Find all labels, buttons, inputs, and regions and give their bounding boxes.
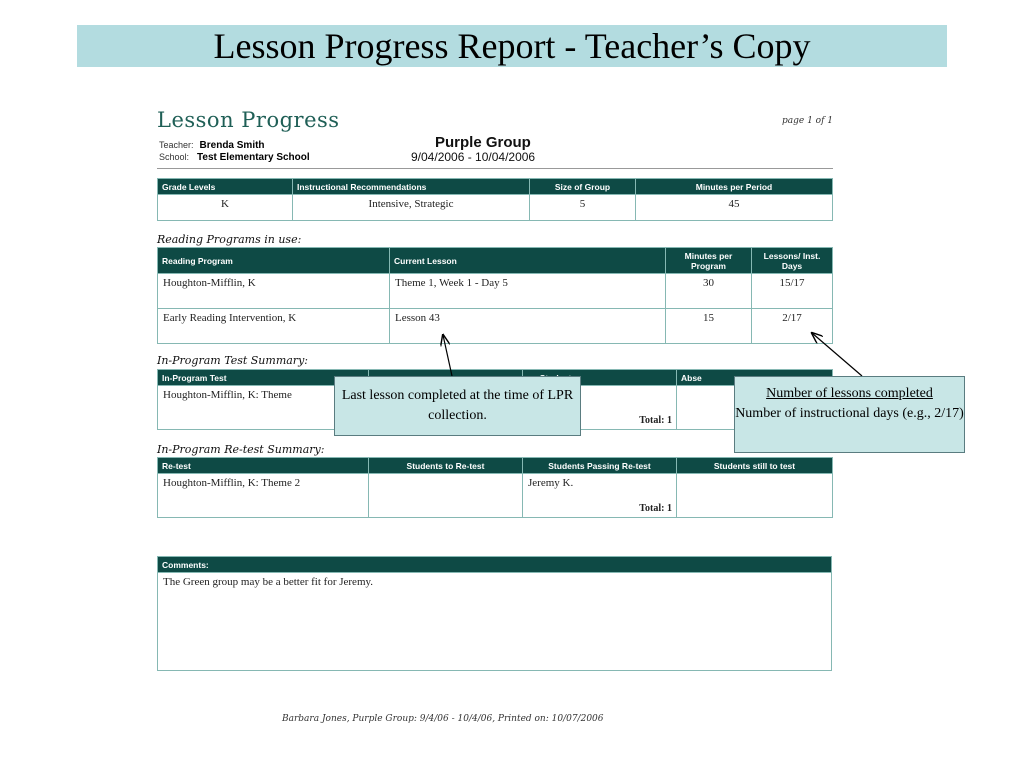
col-minutes-program: Minutes per Program: [666, 248, 752, 274]
cell-program: Early Reading Intervention, K: [158, 309, 390, 344]
page-number: page 1 of 1: [782, 116, 833, 126]
col-grade-levels: Grade Levels: [158, 179, 293, 195]
cell-lesson: Theme 1, Week 1 - Day 5: [390, 274, 666, 309]
school-name: Test Elementary School: [197, 152, 310, 163]
cell-lesson: Lesson 43: [390, 309, 666, 344]
cell-passing-retest: Jeremy K.: [528, 477, 574, 489]
col-absent: Abse: [677, 370, 833, 386]
report-footer: Barbara Jones, Purple Group: 9/4/06 - 10/4/06, Printed on: 10/07/2006: [282, 714, 604, 724]
cell-minutes: 15: [666, 309, 752, 344]
retest-summary-label: In-Program Re-test Summary:: [157, 443, 325, 456]
report-title: Lesson Progress: [157, 108, 340, 132]
cell-lessons: 2/17: [752, 309, 833, 344]
callout-last-lesson: Last lesson completed at the time of LPR collection.: [334, 376, 581, 436]
arrow-right: [812, 333, 862, 376]
col-retest: Re-test: [158, 458, 369, 474]
teacher-name: Brenda Smith: [199, 140, 265, 151]
reading-programs-label: Reading Programs in use:: [157, 233, 302, 246]
group-dates: 9/04/2006 - 10/04/2006: [411, 150, 536, 164]
cell-minutes: 30: [666, 274, 752, 309]
cell-lessons: 15/17: [752, 274, 833, 309]
cell-test-program: Houghton-Mifflin, K: Theme: [158, 386, 369, 430]
test-summary-label: In-Program Test Summary:: [157, 354, 308, 367]
teacher-label: Teacher:: [159, 140, 194, 150]
col-in-program-test: In-Program Test: [158, 370, 369, 386]
comments-header: Comments:: [158, 557, 832, 573]
school-label: School:: [159, 152, 190, 162]
cell-minutes: 45: [636, 195, 833, 221]
group-name: Purple Group: [435, 134, 531, 151]
cell-program: Houghton-Mifflin, K: [158, 274, 390, 309]
cell-recommendation: Intensive, Strategic: [293, 195, 530, 221]
cell-size: 5: [530, 195, 636, 221]
callout-denominator: Number of instructional days (e.g., 2/17): [735, 406, 964, 421]
col-current-lesson: Current Lesson: [390, 248, 666, 274]
cell-retest-program: Houghton-Mifflin, K: Theme 2: [158, 474, 369, 518]
col-still-to-test: Students still to test: [677, 458, 833, 474]
col-students-retest: Students to Re-test: [369, 458, 523, 474]
col-minutes: Minutes per Period: [636, 179, 833, 195]
col-recommendations: Instructional Recommendations: [293, 179, 530, 195]
comments-text: The Green group may be a better fit for Jeremy.: [158, 573, 832, 671]
col-lessons-days: Lessons/ Inst. Days: [752, 248, 833, 274]
arrow-left: [443, 335, 452, 376]
retest-total: Total: 1: [639, 503, 672, 514]
col-passing-retest: Students Passing Re-test: [523, 458, 677, 474]
callout-numerator: Number of lessons completed: [766, 386, 933, 401]
col-reading-program: Reading Program: [158, 248, 390, 274]
slide-title: Lesson Progress Report - Teacher’s Copy: [77, 25, 947, 67]
cell-grade: K: [158, 195, 293, 221]
test-total: Total: 1: [639, 415, 672, 426]
callout-lessons-ratio: [734, 376, 965, 453]
col-size: Size of Group: [530, 179, 636, 195]
